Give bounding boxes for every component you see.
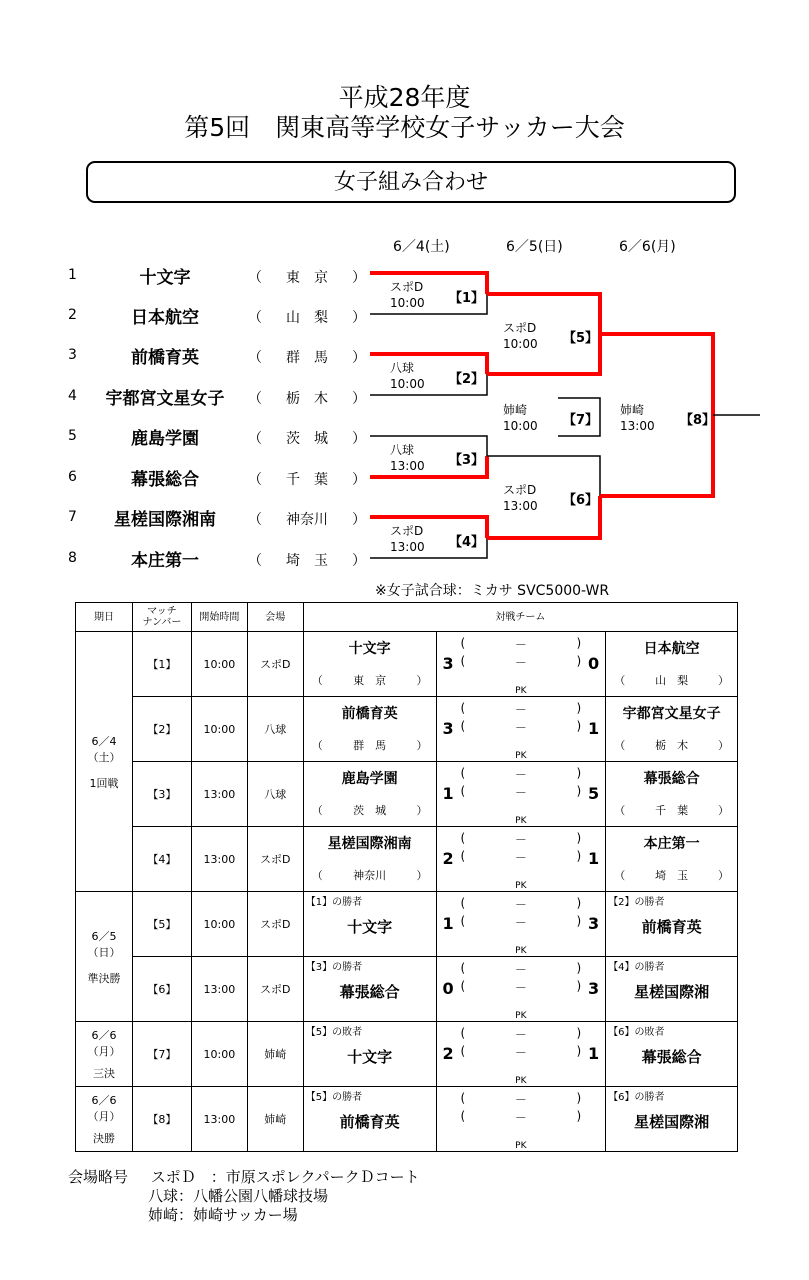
table-row [76,827,738,892]
match-number: 【6】 [132,957,191,1022]
score-cell: 3 ( － ) ( － ) 1 PK [436,697,606,762]
date-cell: 6／4 （土） 1回戦 [76,632,133,892]
start-time: 13:00 [191,957,247,1022]
match-number: 【3】 [132,762,191,827]
right-team-cell: 【6】の敗者 幕張総合 [606,1022,738,1087]
team-prefecture: （ 神奈川 ） [248,512,366,528]
right-team-cell: 【6】の勝者 星槎国際湘 [606,1087,738,1152]
date-day1: 6／4(土) [393,239,450,255]
header-date: 期日 [76,603,133,632]
venue-legend [68,1166,420,1187]
venue: 姉崎 [247,1022,303,1087]
match-number: 【8】 [132,1087,191,1152]
header-teams: 対戦チーム [303,603,737,632]
team-name: 前橋育英 [131,348,199,368]
legend-line2: 八球：八幡公園八幡球技場 [148,1187,329,1205]
table-row [76,762,738,827]
left-team-cell: 【3】の勝者 幕張総合 [303,957,436,1022]
score-cell: 1 ( － ) ( － ) 3 PK [436,892,606,957]
right-team-cell: 【2】の勝者 前橋育英 [606,892,738,957]
table-header-row [76,603,738,632]
team-number: 7 [68,509,77,525]
team-number: 5 [68,428,77,444]
venue: スポD [247,632,303,697]
match3-info: 八球 13:00 [390,443,425,473]
bracket-line-winner [600,334,713,415]
team-number: 2 [68,307,77,323]
section-title: 女子組み合わせ [86,161,736,203]
match7-number: 【7】 [563,413,599,428]
match-number: 【7】 [132,1022,191,1087]
team-name: 十文字 [139,268,191,288]
team-prefecture: （ 茨 城 ） [248,431,366,447]
start-time: 13:00 [191,827,247,892]
match1-info: スポD 10:00 [390,280,425,310]
legend-line1: スポＤ ：市原スポレクパークＤコート [150,1168,420,1186]
venue: 八球 [247,762,303,827]
score-cell: 1 ( － ) ( － ) 5 PK [436,762,606,827]
date-cell: 6／5 （日） 準決勝 [76,892,133,1022]
date-cell: 6／6 （月） 決勝 [76,1087,133,1152]
date-cell: 6／6 （月） 三決 [76,1022,133,1087]
match3-number: 【3】 [449,453,485,468]
match6-info: スポD 13:00 [503,483,538,513]
start-time: 10:00 [191,632,247,697]
match8-number: 【8】 [680,413,716,428]
match1-number: 【1】 [449,291,485,306]
right-team-cell: 宇都宮文星女子 （ 栃 木 ） [606,697,738,762]
match-number: 【5】 [132,892,191,957]
score-cell: 2 ( － ) ( － ) 1 PK [436,827,606,892]
right-team-cell: 【4】の勝者 星槎国際湘 [606,957,738,1022]
team-number: 8 [68,550,77,566]
team-name: 鹿島学園 [131,429,199,449]
left-team-cell: 前橋育英 （ 群 馬 ） [303,697,436,762]
team-name: 幕張総合 [131,470,199,490]
venue: 八球 [247,697,303,762]
team-prefecture: （ 山 梨 ） [248,310,366,326]
date-day3: 6／6(月) [619,239,676,255]
legend-line3: 姉崎：姉崎サッカー場 [148,1206,298,1224]
tournament-title: 第5回 関東高等学校女子サッカー大会 [184,113,625,142]
team-prefecture: （ 群 馬 ） [248,350,366,366]
match4-info: スポD 13:00 [390,524,425,554]
date-day2: 6／5(日) [506,239,563,255]
venue: スポD [247,892,303,957]
match6-number: 【6】 [563,493,599,508]
start-time: 10:00 [191,697,247,762]
table-row [76,697,738,762]
venue: スポD [247,957,303,1022]
left-team-cell: 十文字 （ 東 京 ） [303,632,436,697]
schedule-table [75,602,738,1152]
match2-info: 八球 10:00 [390,361,425,391]
match-number: 【1】 [132,632,191,697]
left-team-cell: 星槎国際湘南 （ 神奈川 ） [303,827,436,892]
team-prefecture: （ 埼 玉 ） [248,553,366,569]
table-row [76,1022,738,1087]
match8-info: 姉崎 13:00 [620,403,655,433]
team-number: 6 [68,469,77,485]
match5-number: 【5】 [563,331,599,346]
table-row [76,632,738,697]
match4-number: 【4】 [449,535,485,550]
header-venue: 会場 [247,603,303,632]
match-number: 【2】 [132,697,191,762]
match-number: 【4】 [132,827,191,892]
team-name: 宇都宮文星女子 [105,389,225,409]
match5-info: スポD 10:00 [503,321,538,351]
team-prefecture: （ 千 葉 ） [248,472,366,488]
start-time: 10:00 [191,1022,247,1087]
team-prefecture: （ 東 京 ） [248,270,366,286]
start-time: 13:00 [191,762,247,827]
team-name: 星槎国際湘南 [114,510,216,530]
team-number: 1 [68,267,77,283]
left-team-cell: 鹿島学園 （ 茨 城 ） [303,762,436,827]
score-cell: 2 ( － ) ( － ) 1 PK [436,1022,606,1087]
right-team-cell: 日本航空 （ 山 梨 ） [606,632,738,697]
team-name: 本庄第一 [131,551,199,571]
match7-info: 姉崎 10:00 [503,403,538,433]
match2-number: 【2】 [449,372,485,387]
score-cell: ( － ) ( － ) PK [436,1087,606,1152]
table-row [76,892,738,957]
venue: スポD [247,827,303,892]
left-team-cell: 【5】の敗者 十文字 [303,1022,436,1087]
table-row [76,957,738,1022]
start-time: 13:00 [191,1087,247,1152]
header-match: マッチ ナンバー [132,603,191,632]
team-number: 4 [68,388,77,404]
right-team-cell: 幕張総合 （ 千 葉 ） [606,762,738,827]
right-team-cell: 本庄第一 （ 埼 玉 ） [606,827,738,892]
score-cell: 3 ( － ) ( － ) 0 PK [436,632,606,697]
team-number: 3 [68,347,77,363]
venue: 姉崎 [247,1087,303,1152]
match-ball-note: ※女子試合球：ミカサ SVC5000-WR [375,583,610,599]
left-team-cell: 【5】の勝者 前橋育英 [303,1087,436,1152]
tournament-year: 平成28年度 [338,83,471,112]
start-time: 10:00 [191,892,247,957]
team-name: 日本航空 [131,308,199,328]
left-team-cell: 【1】の勝者 十文字 [303,892,436,957]
header-start: 開始時間 [191,603,247,632]
table-row [76,1087,738,1152]
legend-label: 会場略号 [68,1168,129,1186]
team-prefecture: （ 栃 木 ） [248,391,366,407]
score-cell: 0 ( － ) ( － ) 3 PK [436,957,606,1022]
